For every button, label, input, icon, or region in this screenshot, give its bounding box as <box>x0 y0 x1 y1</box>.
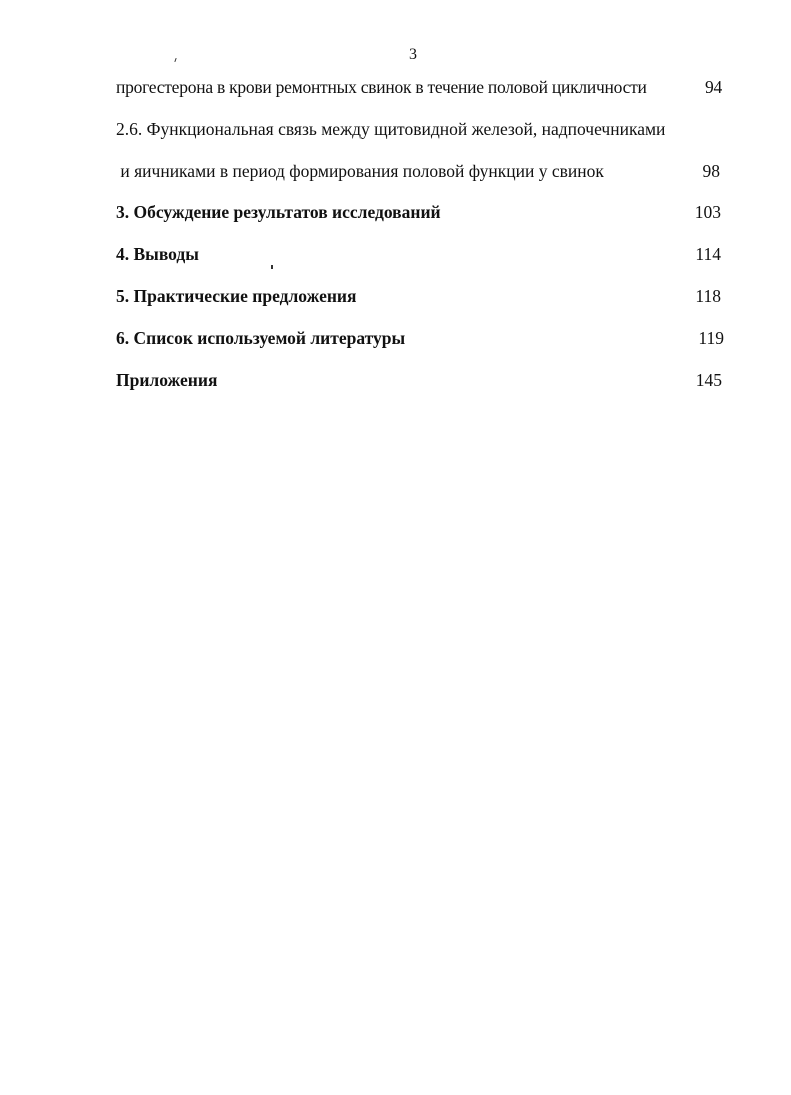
toc-entry-title: 6. Список используемой литературы <box>116 328 406 348</box>
toc-entry-title: прогестерона в крови ремонтных свинок в течение половой цикличности <box>116 77 647 97</box>
toc-entry-title: 3. Обсуждение результатов исследований <box>116 202 441 222</box>
toc-entry-title: 4. Выводы <box>116 244 199 264</box>
toc-entry-title: 2.6. Функциональная связь между щитовидной железой, надпочечниками <box>116 119 666 139</box>
toc-entry-page: 118 <box>695 286 721 306</box>
toc-entry-page: 114 <box>695 244 721 264</box>
toc-entry-page: 145 <box>695 370 722 390</box>
toc-entry-title: Приложения <box>116 370 218 390</box>
toc-entry-page: 98 <box>702 161 720 181</box>
toc-entry-title: 5. Практические предложения <box>116 286 357 306</box>
scan-speck <box>174 58 176 62</box>
toc-entry-page: 103 <box>694 202 721 222</box>
toc-entry-page: 119 <box>698 328 724 348</box>
scan-speck <box>271 265 273 269</box>
toc-entry-title: и яичниками в период формирования половой функции у свинок <box>116 161 604 181</box>
page-number: 3 <box>409 46 417 63</box>
toc-entry-page: 94 <box>705 77 722 97</box>
